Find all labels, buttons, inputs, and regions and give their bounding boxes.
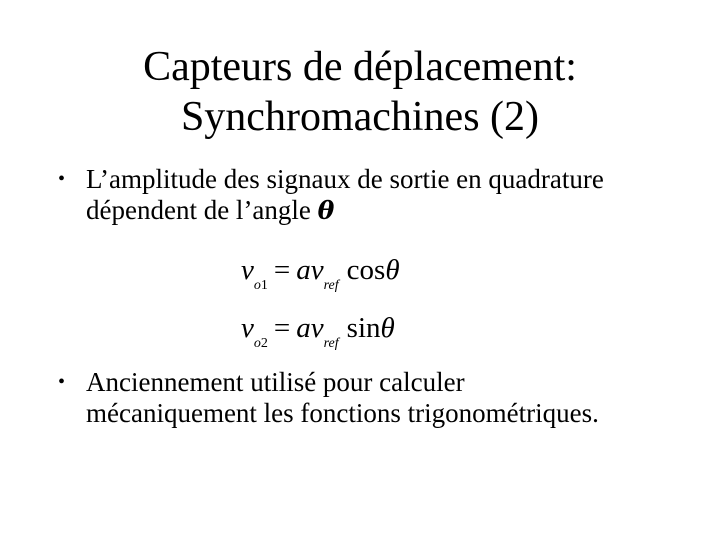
eq-arg: θ <box>385 254 400 286</box>
eq-lhs-sub: o1 <box>253 278 268 293</box>
eq-equals: = <box>273 254 291 286</box>
bullet-text <box>86 367 626 429</box>
eq-lhs-var: v <box>241 312 254 344</box>
theta-symbol: θ <box>317 196 335 225</box>
title-line-1: Capteurs de déplacement: <box>143 44 577 90</box>
bullet-item-2 <box>58 367 618 467</box>
title-line-2: Synchromachines (2) <box>180 94 540 140</box>
eq-ref-sub: ref <box>323 336 339 351</box>
eq-v: v <box>310 312 324 344</box>
eq-coef-a: a <box>296 312 311 344</box>
eq-arg: θ <box>380 312 395 344</box>
bullet-text <box>86 164 626 226</box>
eq-v: v <box>310 254 324 286</box>
eq-function: sin <box>346 312 381 344</box>
bullet-marker: • <box>58 168 66 190</box>
eq-coef-a: a <box>296 254 311 286</box>
equation-sin <box>241 312 395 351</box>
eq-equals: = <box>273 312 291 344</box>
eq-lhs-var: v <box>241 254 254 286</box>
bullet-text-content: Anciennement utilisé pour calculer mécaniquement les fonctions trigonométriques. <box>86 367 599 428</box>
eq-function: cos <box>346 254 386 286</box>
equation-cos <box>241 254 400 293</box>
bullet-item-1 <box>58 164 618 234</box>
eq-ref-sub: ref <box>323 278 339 293</box>
bullet-text-content: L’amplitude des signaux de sortie en quadrature dépendent de l’angle <box>86 164 604 225</box>
bullet-marker: • <box>58 371 66 393</box>
eq-lhs-sub: o2 <box>253 336 268 351</box>
slide-title <box>60 42 660 142</box>
